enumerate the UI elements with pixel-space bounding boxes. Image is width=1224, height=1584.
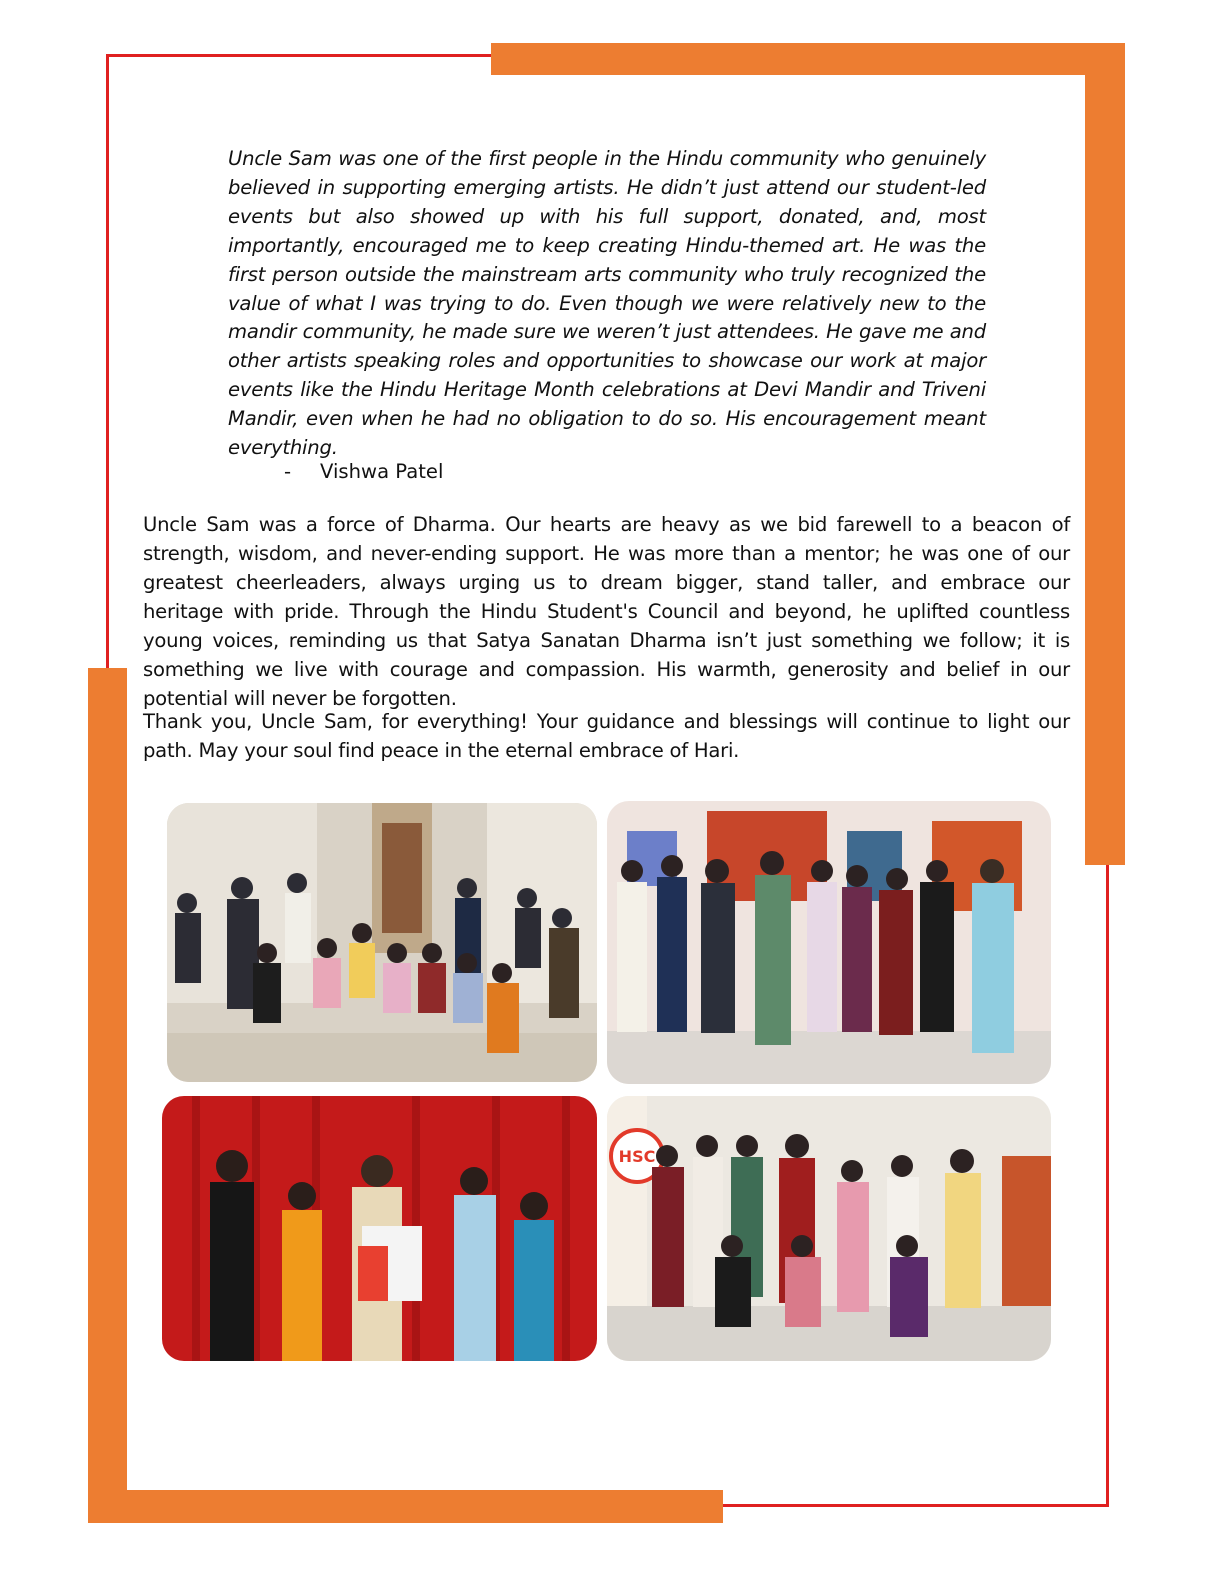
tribute-paragraph: Uncle Sam was a force of Dharma. Our hearts are heavy as we bid farewell to a beacon of strength, wisdom, and never-ending support. He was more than a mentor; he was one of our greatest cheerleaders, always urging us to dream bigger, stand taller, and embrace our heritage with pride. Through the Hindu Student's Council and beyond, he uplifted countless young voices, reminding us that Satya Sanatan Dharma isn’t just something we follow; it is something we live with courage and compassion. His warmth, generosity and belief in our potential will never be forgotten. (143, 513, 1070, 710)
frame-orange-right-bar (1085, 43, 1125, 865)
frame-red-top-line (106, 54, 492, 57)
tribute-quote: Uncle Sam was one of the first people in the Hindu community who genuinely believed in supporting emerging artists. He didn’t just attend our student-led events but also showed up with his full support, donated, and, most importantly, encouraged me to keep creating Hindu-themed art. He was the first person outside the mainstream arts community who truly recognized the value of what I was trying to do. Even though we were relatively new to the mandir community, he made sure we weren’t just attendees. He gave me and other artists speaking roles and opportunities to showcase our work at major events like the Hindu Heritage Month celebrations at Devi Mandir and Triveni Mandir, even when he had no obligation to do so. His encouragement meant everything. (228, 147, 986, 460)
attribution-dash: - (284, 460, 292, 483)
group-photo-stage-award (162, 1096, 597, 1361)
group-photo-temple (167, 803, 597, 1082)
quote-author: Vishwa Patel (320, 460, 444, 483)
group-photo-hsc-banner (607, 1096, 1051, 1361)
frame-orange-left-bar (88, 668, 127, 1523)
group-photo-art-gallery (607, 801, 1051, 1084)
frame-red-left-line (106, 54, 109, 670)
frame-red-right-line (1106, 865, 1109, 1507)
hsc-logo-text: HSC (618, 1147, 656, 1166)
closing-paragraph: Thank you, Uncle Sam, for everything! Your guidance and blessings will continue to light our path. May your soul find peace in the eternal embrace of Hari. (143, 710, 1070, 762)
frame-red-bottom-line (720, 1504, 1109, 1507)
frame-orange-bottom-bar (88, 1490, 723, 1523)
frame-orange-top-bar (491, 43, 1125, 75)
quote-attribution (284, 458, 443, 486)
